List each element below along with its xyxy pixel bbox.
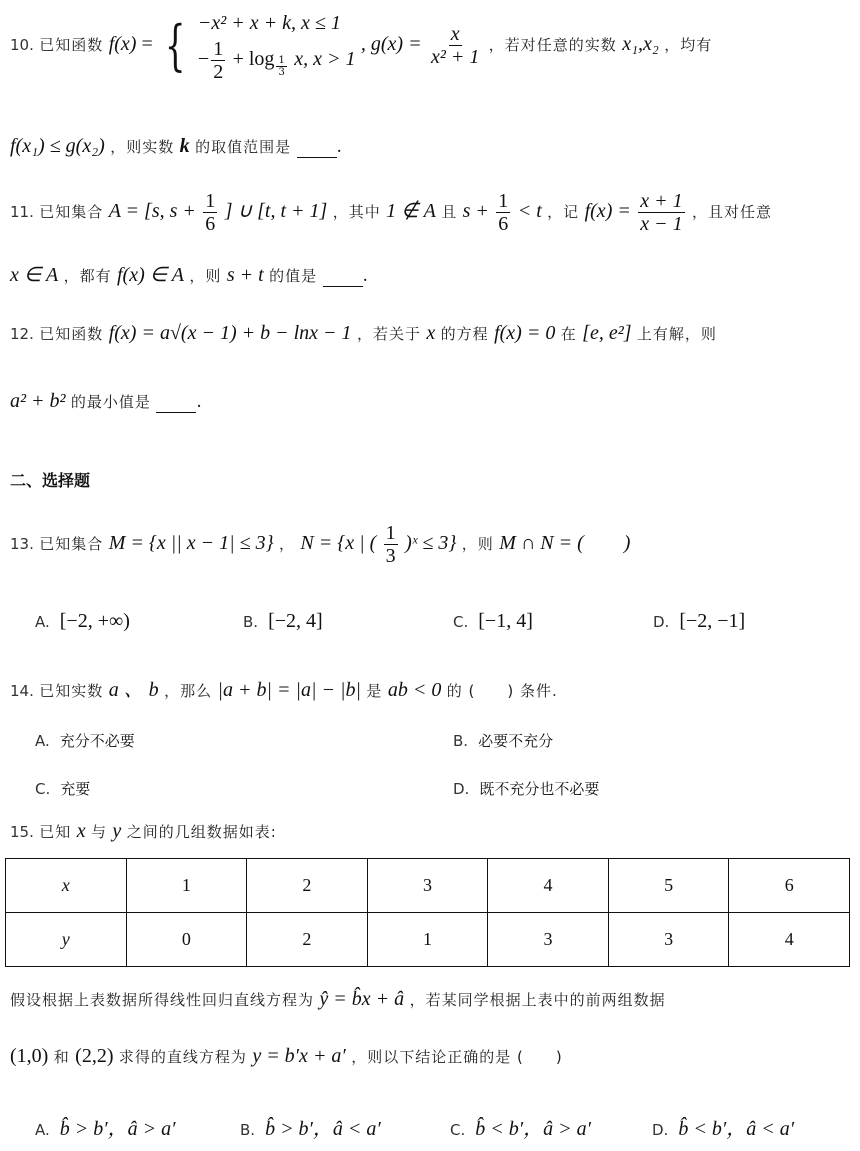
q11-cond2b: < t [517,200,542,222]
q11-cond1: 1 ∉ A [386,200,436,222]
q12-line1 [10,322,850,345]
q13-number: 13. [10,535,34,553]
q15-y: y [112,820,122,842]
q12-line2: a² + b² 的最小值是 . [10,390,202,412]
q14-option-a[interactable]: A. 充分不必要 [35,732,135,750]
q11-l2b: ，都有 [63,267,112,285]
q10-var-k: k [179,135,190,157]
q14-vars: a 、 b [108,679,159,701]
table-cell: 3 [608,913,729,967]
q11-cond2a: s + [462,200,489,222]
q14-lead: 已知实数 [39,682,104,700]
q11-set-tail: ] ∪ [t, t + 1] [224,200,328,222]
table-cell: 2 [247,913,368,967]
q15-p2b: 和 [53,1048,70,1066]
q11-and: 且 [441,203,458,221]
q13-tail: ，则 [461,535,494,553]
q15-option-c[interactable]: C. b̂ < b′，â > a′ [450,1118,591,1140]
q12-l2math: a² + b² [10,390,66,412]
q15-p1c: ，若某同学根据上表中的前两组数据 [409,991,666,1009]
piecewise-brace: { [165,13,186,77]
q15-x: x [76,820,86,842]
table-cell: 1 [367,913,488,967]
q10-text: ，若对任意的实数 [488,36,617,54]
q15-para2 [10,1045,850,1068]
q14-line [10,673,850,702]
q15-p2f: ，则以下结论正确的是 ( ) [351,1048,563,1066]
q13-set-m: M = {x || x − 1| ≤ 3} [108,532,274,554]
q12-mid: ，若关于 [356,325,421,343]
q11-l2d: ，则 [189,267,222,285]
q15-option-a[interactable]: A. b̂ > b′，â > a′ [35,1118,176,1140]
q13-set-n-a: N = {x | ( [300,532,377,554]
q12-var: x [426,322,436,344]
q14-mid2: 是 [366,682,383,700]
q10-case1: −x² + x + k, x ≤ 1 [197,12,341,34]
table-cell: 4 [488,859,609,913]
table-cell: 5 [608,859,729,913]
q10-cond: f(x₁) ≤ g(x₂) [10,135,105,157]
q12-number: 12. [10,325,34,343]
q11-tail: ，且对任意 [692,203,773,221]
table-cell: y [6,913,127,967]
q13-sep: ， [278,535,295,553]
q14-option-c[interactable]: C. 充要 [35,780,91,798]
q15-option-b[interactable]: B. b̂ > b′，â < a′ [240,1118,381,1140]
table-cell: x [6,859,127,913]
q15-tail: 之间的几组数据如表: [126,823,277,841]
q15-lead: 已知 [39,823,72,841]
q11-line1: 11. 已知集合 A = [s, s + $\frac{1}{6}$ ] ∪ [t, t + 1] ，其中 1 ∉ A 且 s + $\frac{1}{6}$ < t ，记 f(x) = $\frac{x + 1}{x - 1}$ ，且对任意 [10,190,773,235]
q11-note: ，记 [547,203,580,221]
q15-para1 [10,988,850,1011]
q11-line2: x ∈ A ，都有 f(x) ∈ A ，则 s + t 的值是 . [10,264,368,286]
q15-p2c: (2,2) [75,1045,114,1067]
q13-option-a[interactable]: A. [−2, +∞) [35,610,130,632]
table-row [6,913,850,967]
q15-p1b: ŷ = b̂x + â [319,988,405,1010]
q10-number: 10. [10,36,34,54]
q10-l2text: ，则实数 [110,138,175,156]
q14-option-d[interactable]: D. 既不充分也不必要 [453,780,600,798]
q15-p1a: 假设根据上表数据所得线性回归直线方程为 [10,991,315,1009]
q14-option-b[interactable]: B. 必要不充分 [453,732,554,750]
q11-l2a: x ∈ A [10,264,59,286]
q11-fx: f(x) = [584,200,631,222]
q10-tail: ，均有 [664,36,713,54]
q11-set: A = [s, s + [108,200,196,222]
q12-eq: f(x) = 0 [494,322,556,344]
q11-l2c: f(x) ∈ A [116,264,185,286]
q12-fx: f(x) = a√(x − 1) + b − lnx − 1 [108,322,352,344]
q12-tail: 上有解，则 [636,325,717,343]
q12-lead: 已知函数 [39,325,104,343]
table-cell: 3 [367,859,488,913]
answer-blank [156,394,196,413]
q15-p2e: y = b′x + a′ [252,1045,346,1067]
table-cell: 3 [488,913,609,967]
q13-lead: 已知集合 [39,535,104,553]
q12-interval: [e, e²] [582,322,632,344]
q11-lead: 已知集合 [39,203,104,221]
q11-l2e: s + t [226,264,264,286]
q10-gx: , g(x) = [360,33,422,55]
section-title: 二、选择题 [10,471,91,490]
q14-cond2: ab < 0 [387,679,442,701]
answer-blank [323,268,363,287]
q12-mid3: 在 [560,325,577,343]
q13-option-b[interactable]: B. [−2, 4] [243,610,323,632]
q14-mid: ，那么 [164,682,213,700]
q14-cond: |a + b| = |a| − |b| [217,679,361,701]
table-cell: 4 [729,913,850,967]
q10-fx: f(x) [108,33,137,55]
q13-question: M ∩ N = ( ) [499,532,631,554]
q10-line1: 10. 已知函数 f(x) = { −x² + x + k, x ≤ 1 − $\frac{1}{2}$ + log $_{\frac{1}{3}}$ x, x > 1 , g(x) = $\frac{x}{\text{x² + 1}}$ ，若对任意的实数 x₁,x₂ ，均有 [10,8,850,83]
q12-l2text: 的最小值是 [70,393,151,411]
q15-option-d[interactable]: D. b̂ < b′，â < a′ [652,1118,795,1140]
table-row [6,859,850,913]
q11-l2f: 的值是 [269,267,318,285]
q15-line [10,820,850,843]
q15-mid: 与 [90,823,107,841]
q10-l2end: 的取值范围是 [195,138,292,156]
table-cell: 1 [126,859,247,913]
table-cell: 0 [126,913,247,967]
piecewise-cases: −x² + x + k, x ≤ 1 − $\frac{1}{2}$ + log $_{\frac{1}{3}}$ x, x > 1 [198,8,356,83]
q10-lead: 已知函数 [39,36,104,54]
table-cell: 2 [247,859,368,913]
q14-tail: 的 ( ) 条件. [446,682,558,700]
q10-case2: x, x > 1 [294,48,356,70]
q13-option-d[interactable]: D. [−2, −1] [653,610,746,632]
q13-option-c[interactable]: C. [−1, 4] [453,610,533,632]
q15-p2d: 求得的直线方程为 [118,1048,247,1066]
q10-vars: x₁,x₂ [622,33,659,55]
q15-number: 15. [10,823,34,841]
data-table [5,858,850,967]
q11-number: 11. [10,203,34,221]
q12-mid2: 的方程 [440,325,489,343]
q14-number: 14. [10,682,34,700]
q13-line: 13. 已知集合 M = {x || x − 1| ≤ 3} ， N = {x | ( $\frac{1}{3}$ )ˣ ≤ 3} ，则 M ∩ N = ( ) [10,522,631,567]
q13-set-n-b: )ˣ ≤ 3} [405,532,457,554]
q11-mid: ，其中 [332,203,381,221]
answer-blank [297,139,337,158]
table-cell: 6 [729,859,850,913]
q15-p2a: (1,0) [10,1045,49,1067]
q10-line2: f(x₁) ≤ g(x₂) ，则实数 k 的取值范围是 . [10,135,342,157]
